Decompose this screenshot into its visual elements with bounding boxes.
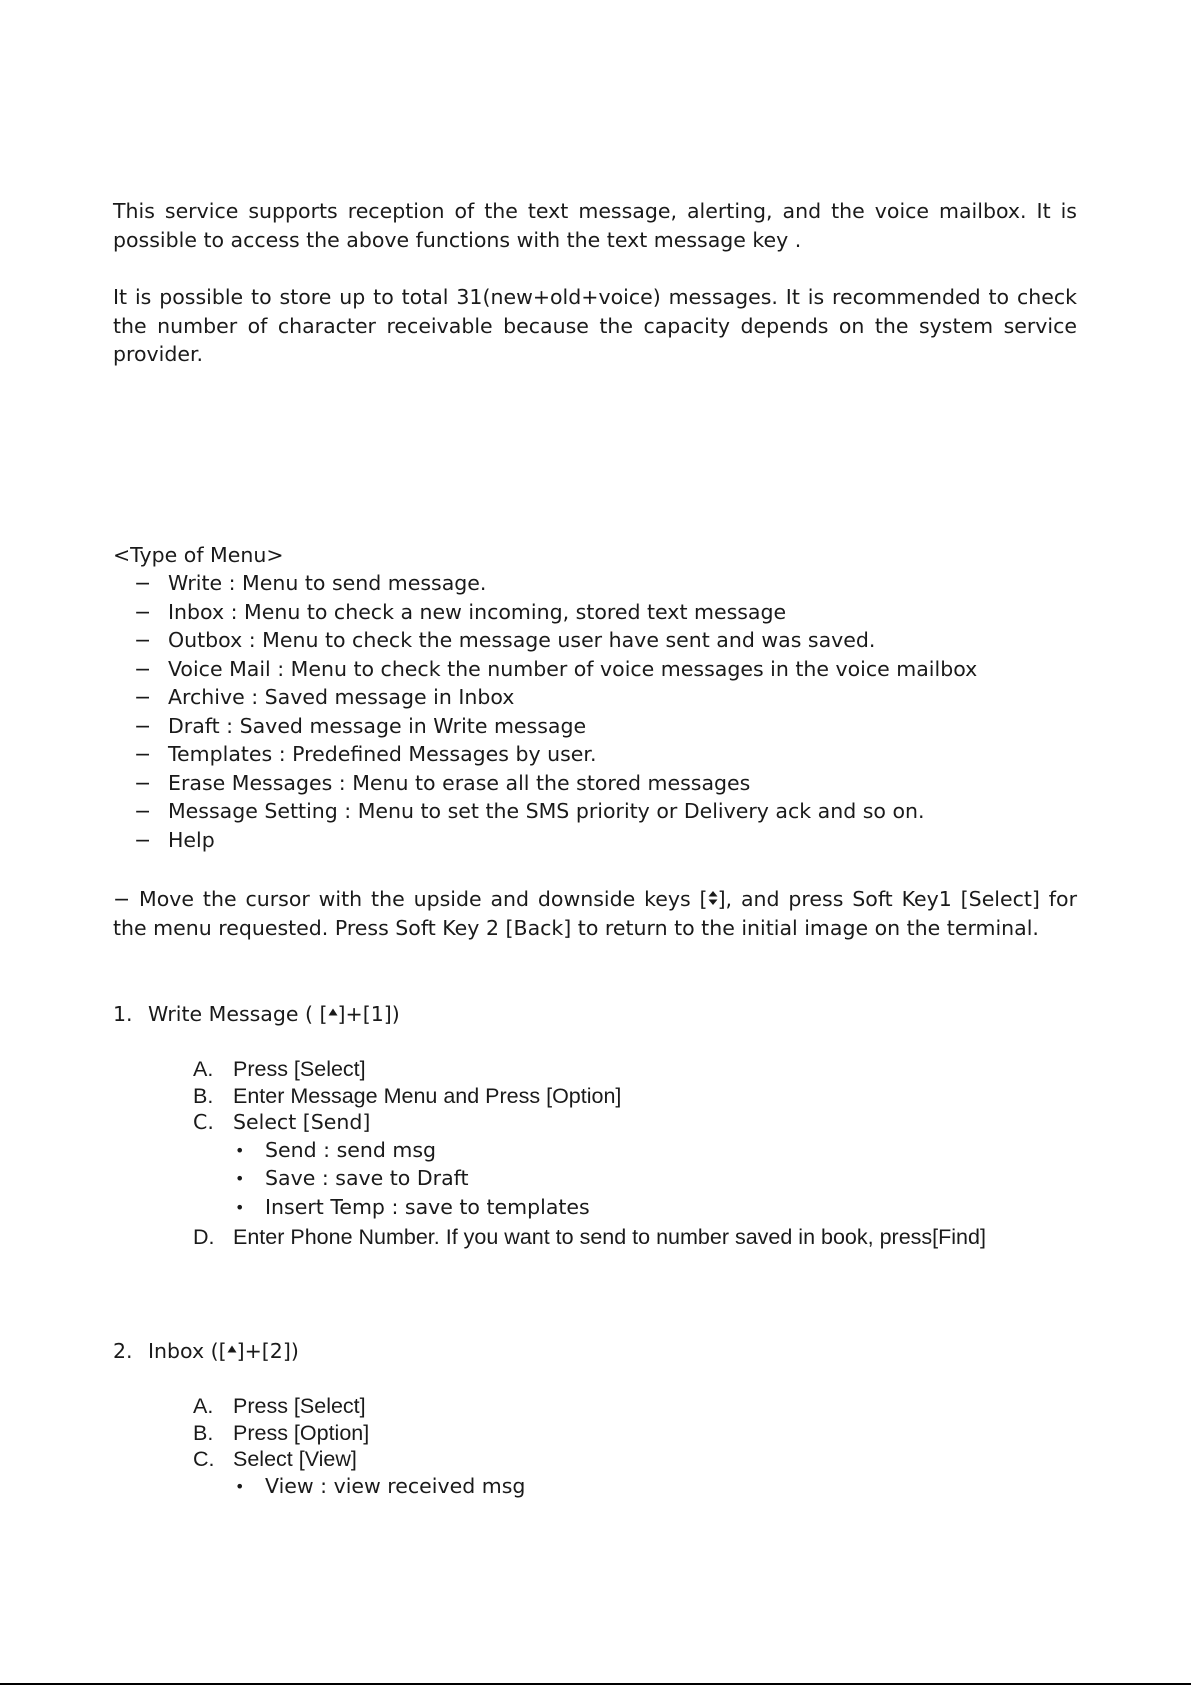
- menu-item-text: Outbox : Menu to check the message user have sent and was saved.: [168, 628, 876, 652]
- menu-heading: <Type of Menu>: [113, 543, 284, 567]
- option-text: View : view received msg: [265, 1474, 526, 1498]
- dash-bullet: −: [134, 799, 152, 823]
- list-item: [113, 740, 1077, 769]
- intro-paragraph-1: This service supports reception of the text message, alerting, and the voice mailbox. It is possible to access the above functions with the text message key .: [113, 199, 1077, 252]
- list-item: [113, 598, 1077, 627]
- step-text: Press [Select]: [233, 1394, 366, 1418]
- dash-bullet: −: [134, 827, 152, 852]
- step-text: Select [Send]: [233, 1110, 371, 1134]
- step-letter: A.: [193, 1394, 214, 1418]
- menu-item-text: Erase Messages : Menu to erase all the stored messages: [168, 770, 751, 795]
- option-text: Send : send msg: [265, 1138, 437, 1162]
- section-title-mid: ]: [337, 1002, 346, 1026]
- step-text: Enter Phone Number. If you want to send to number saved in book, press[Find]: [233, 1225, 986, 1249]
- step-letter: B.: [193, 1084, 214, 1108]
- menu-item-text: Inbox : Menu to check a new incoming, stored text message: [168, 599, 787, 624]
- list-item: [113, 655, 1077, 684]
- dash-bullet: −: [134, 656, 152, 681]
- menu-item-text: Message Setting : Menu to set the SMS priority or Delivery ack and so on.: [168, 799, 925, 823]
- step-letter: C.: [193, 1110, 214, 1134]
- menu-item-text: Draft : Saved message in Write message: [168, 713, 587, 738]
- bullet-dot: •: [235, 1477, 245, 1496]
- list-item: [113, 683, 1077, 712]
- step-letter: A.: [193, 1057, 214, 1081]
- section-title-suffix: +[2]): [244, 1339, 299, 1363]
- step-letter: D.: [193, 1225, 215, 1249]
- bullet-dot: •: [235, 1169, 245, 1188]
- step-text: Press [Option]: [233, 1421, 370, 1445]
- menu-item-text: Write : Menu to send message.: [168, 571, 487, 595]
- list-item: [113, 569, 1077, 598]
- dash-bullet: −: [134, 713, 152, 738]
- list-item: [113, 826, 1077, 855]
- step-text: Enter Message Menu and Press [Option]: [233, 1084, 622, 1108]
- step-text: Press [Select]: [233, 1057, 366, 1081]
- section-title-prefix: Write Message ( [: [148, 1002, 328, 1026]
- section-title: [148, 1000, 400, 1028]
- navigation-text-1: − Move the cursor with the upside and downside keys [: [113, 887, 708, 911]
- section-title-suffix: +[1]): [345, 1002, 400, 1026]
- list-item: [113, 769, 1077, 798]
- section-number: 2.: [113, 1339, 133, 1363]
- dash-bullet: −: [134, 571, 152, 595]
- dash-bullet: −: [134, 628, 152, 652]
- dash-bullet: −: [134, 742, 152, 766]
- bullet-dot: •: [235, 1198, 245, 1217]
- up-down-arrow-icon: [708, 890, 718, 906]
- dash-bullet: −: [134, 599, 152, 624]
- section-title-prefix: Inbox ([: [148, 1339, 227, 1363]
- list-item: [113, 797, 1077, 826]
- option-text: Save : save to Draft: [265, 1166, 469, 1190]
- menu-item-text: Help: [168, 827, 215, 852]
- menu-type-list: [113, 569, 1077, 854]
- up-arrow-icon: [328, 1008, 338, 1016]
- step-letter: C.: [193, 1447, 215, 1471]
- navigation-text-2: ], and press Soft Key1 [Select] for the menu requested. Press Soft Key 2 [Back] to return to the initial image on the terminal.: [113, 887, 1077, 940]
- bullet-dot: •: [235, 1141, 245, 1160]
- step-text: Select [View]: [233, 1447, 357, 1471]
- list-item: [113, 712, 1077, 741]
- up-arrow-icon: [227, 1345, 237, 1353]
- dash-bullet: −: [134, 770, 152, 795]
- menu-item-text: Voice Mail : Menu to check the number of voice messages in the voice mailbox: [168, 656, 978, 681]
- step-letter: B.: [193, 1421, 214, 1445]
- menu-item-text: Archive : Saved message in Inbox: [168, 685, 515, 709]
- section-number: 1.: [113, 1002, 133, 1026]
- option-text: Insert Temp : save to templates: [265, 1195, 590, 1219]
- list-item: [113, 626, 1077, 655]
- menu-item-text: Templates : Predefined Messages by user.: [168, 742, 597, 766]
- navigation-instructions: [113, 885, 1077, 942]
- section-title-mid: ]: [236, 1339, 245, 1363]
- dash-bullet: −: [134, 685, 152, 709]
- intro-paragraph-2: It is possible to store up to total 31(new+old+voice) messages. It is recommended to check the number of character receivable because the capacity depends on the system service provider.: [113, 285, 1077, 366]
- section-title: [148, 1337, 299, 1365]
